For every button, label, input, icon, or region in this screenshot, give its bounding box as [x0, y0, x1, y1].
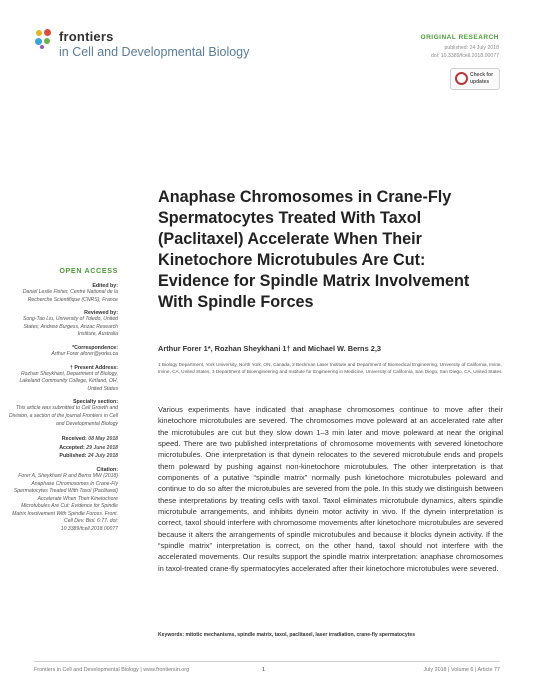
correspondence[interactable]: Arthur Forer aforer@yorku.ca — [51, 350, 118, 357]
correspondence-label: *Correspondence: — [72, 344, 118, 351]
doi[interactable]: doi: 10.3389/fcell.2018.00077 — [430, 53, 499, 59]
present-address-label: † Present Address: — [69, 364, 118, 371]
received-date: 08 May 2018 — [88, 436, 118, 443]
present-address: Rozhan Sheykhani, Department of Biology, Lakeland Community College, Kirtland, OH, United States — [19, 370, 118, 392]
reviewed-by-label: Reviewed by: — [84, 310, 118, 317]
edited-by: Daniel Lesile Fisher, Centre National de la Recherche Scientifique (CNRS), France — [22, 289, 118, 303]
specialty-section: This article was submitted to Cell Growth and Division, a section of the journal Frontiers in Cell and Developmental Biology — [9, 405, 118, 427]
received-label: Received: — [61, 436, 87, 443]
accepted-date: 29 June 2018 — [86, 444, 118, 451]
article-title: Anaphase Chromosomes in Crane-Fly Spermatocytes Treated With Taxol (Paclitaxel) Accelerate When Their Kinetochore Microtubules Are Cut: Evidence for Spindle Matrix Involvement With Spindle Forces — [158, 188, 470, 311]
check-updates-line2: updates — [470, 78, 490, 85]
authors: Arthur Forer 1*, Rozhan Sheykhani 1† and Michael W. Berns 2,3 — [158, 344, 382, 353]
affiliations: 1 Biology Department, York University, North York, ON, Canada, 2 Beckman Laser Institute and Department of Biomedical Engineering, University of California, Irvine, Irvine, CA, United States, 3 Department of Bioengineering and Institute for Engineering in Medicine, University of California, San Diego, San Diego, CA, United States — [158, 362, 502, 374]
check-for-updates-button[interactable] — [450, 68, 500, 90]
published-date-sidebar: 24 July 2018 — [87, 453, 118, 460]
abstract: Various experiments have indicated that anaphase chromosomes continue to move after their kinetochore microtubules are severed. The chromosomes move poleward at an accelerated rate after the microtubules are cut but they slow down 1–3 min later and move poleward at near the original speed. There are two published interpretations of chromosome movements with severed kinetochore microtubules. One interpretation is that dynein relocates to the severed microtubule ends and propels them poleward by pushing against non-kinetochore microtubules. The other interpretation is that components of a putative “spindle matrix” normally push kinetochore microtubules poleward and continue to do so after the microtubules are severed from the pole. In this study we distinguish between these interpretations by treating cells with taxol. Taxol eliminates microtubule dynamics, alters spindle microtubule arrangements, and inhibits dynein motor activity in vivo. If the dynein interpretation is correct, taxol should interfere with chromosome movements after kinetochore microtubules are severed because it alters the arrangements of spindle microtubules and because it blocks dynein activity. If the “spindle matrix” interpretation is correct, on the other hand, taxol should not interfere with the accelerated movements. Our results support the spindle matrix interpretation: anaphase chromosomes in taxol-treated crane-fly spermatocytes accelerated after their kinetochore microtubules were severed. — [158, 405, 503, 573]
reviewed-by: Song-Tao Liu, University of Toledo, United States; Andrew Burgess, Anzac Research Institute, Australia — [22, 316, 118, 338]
citation-label: Citation: — [96, 466, 118, 473]
keywords-label: Keywords: — [158, 632, 185, 638]
article-type: ORIGINAL RESEARCH — [420, 34, 499, 41]
check-updates-icon — [455, 72, 468, 85]
check-updates-line1: Check for — [470, 72, 494, 78]
page-number: 1 — [262, 667, 266, 673]
footer-divider — [34, 661, 500, 662]
citation: Forer A, Sheykhani R and Berns MW (2018) Anaphase Chromosomes in Crane-Fly Spermatocytes Treated With Taxol (Paclitaxel) Accelerate When Their Kinetochore Microtubules Are Cut: Evidence for Spindle Matrix Involvement With Spindle Forces. Front. Cell Dev. Biol. 6:77. doi: 10.3389/fcell.2018.00077 — [12, 472, 118, 533]
published-date: published: 24 July 2018 — [444, 45, 499, 51]
footer-volume-info: July 2018 | Volume 6 | Article 77 — [423, 667, 500, 673]
publication-info — [431, 44, 499, 60]
published-label: Published: — [59, 453, 87, 460]
edited-by-label: Edited by: — [92, 283, 118, 289]
article-sidebar — [8, 266, 118, 534]
accepted-label: Accepted: — [59, 444, 85, 451]
journal-name: in Cell and Developmental Biology — [59, 45, 250, 59]
specialty-section-label: Specialty section: — [72, 399, 118, 406]
keywords-list: mitotic mechanisms, spindle matrix, taxol, paclitaxel, laser irradiation, crane-fly spermatocytes — [185, 632, 416, 638]
footer-journal-link[interactable]: Frontiers in Cell and Developmental Biology | www.frontiersin.org — [34, 667, 190, 673]
frontiers-logo-icon — [34, 28, 56, 50]
brand-name: frontiers — [59, 29, 114, 44]
open-access-badge: OPEN ACCESS — [59, 266, 118, 275]
keywords — [158, 632, 503, 638]
